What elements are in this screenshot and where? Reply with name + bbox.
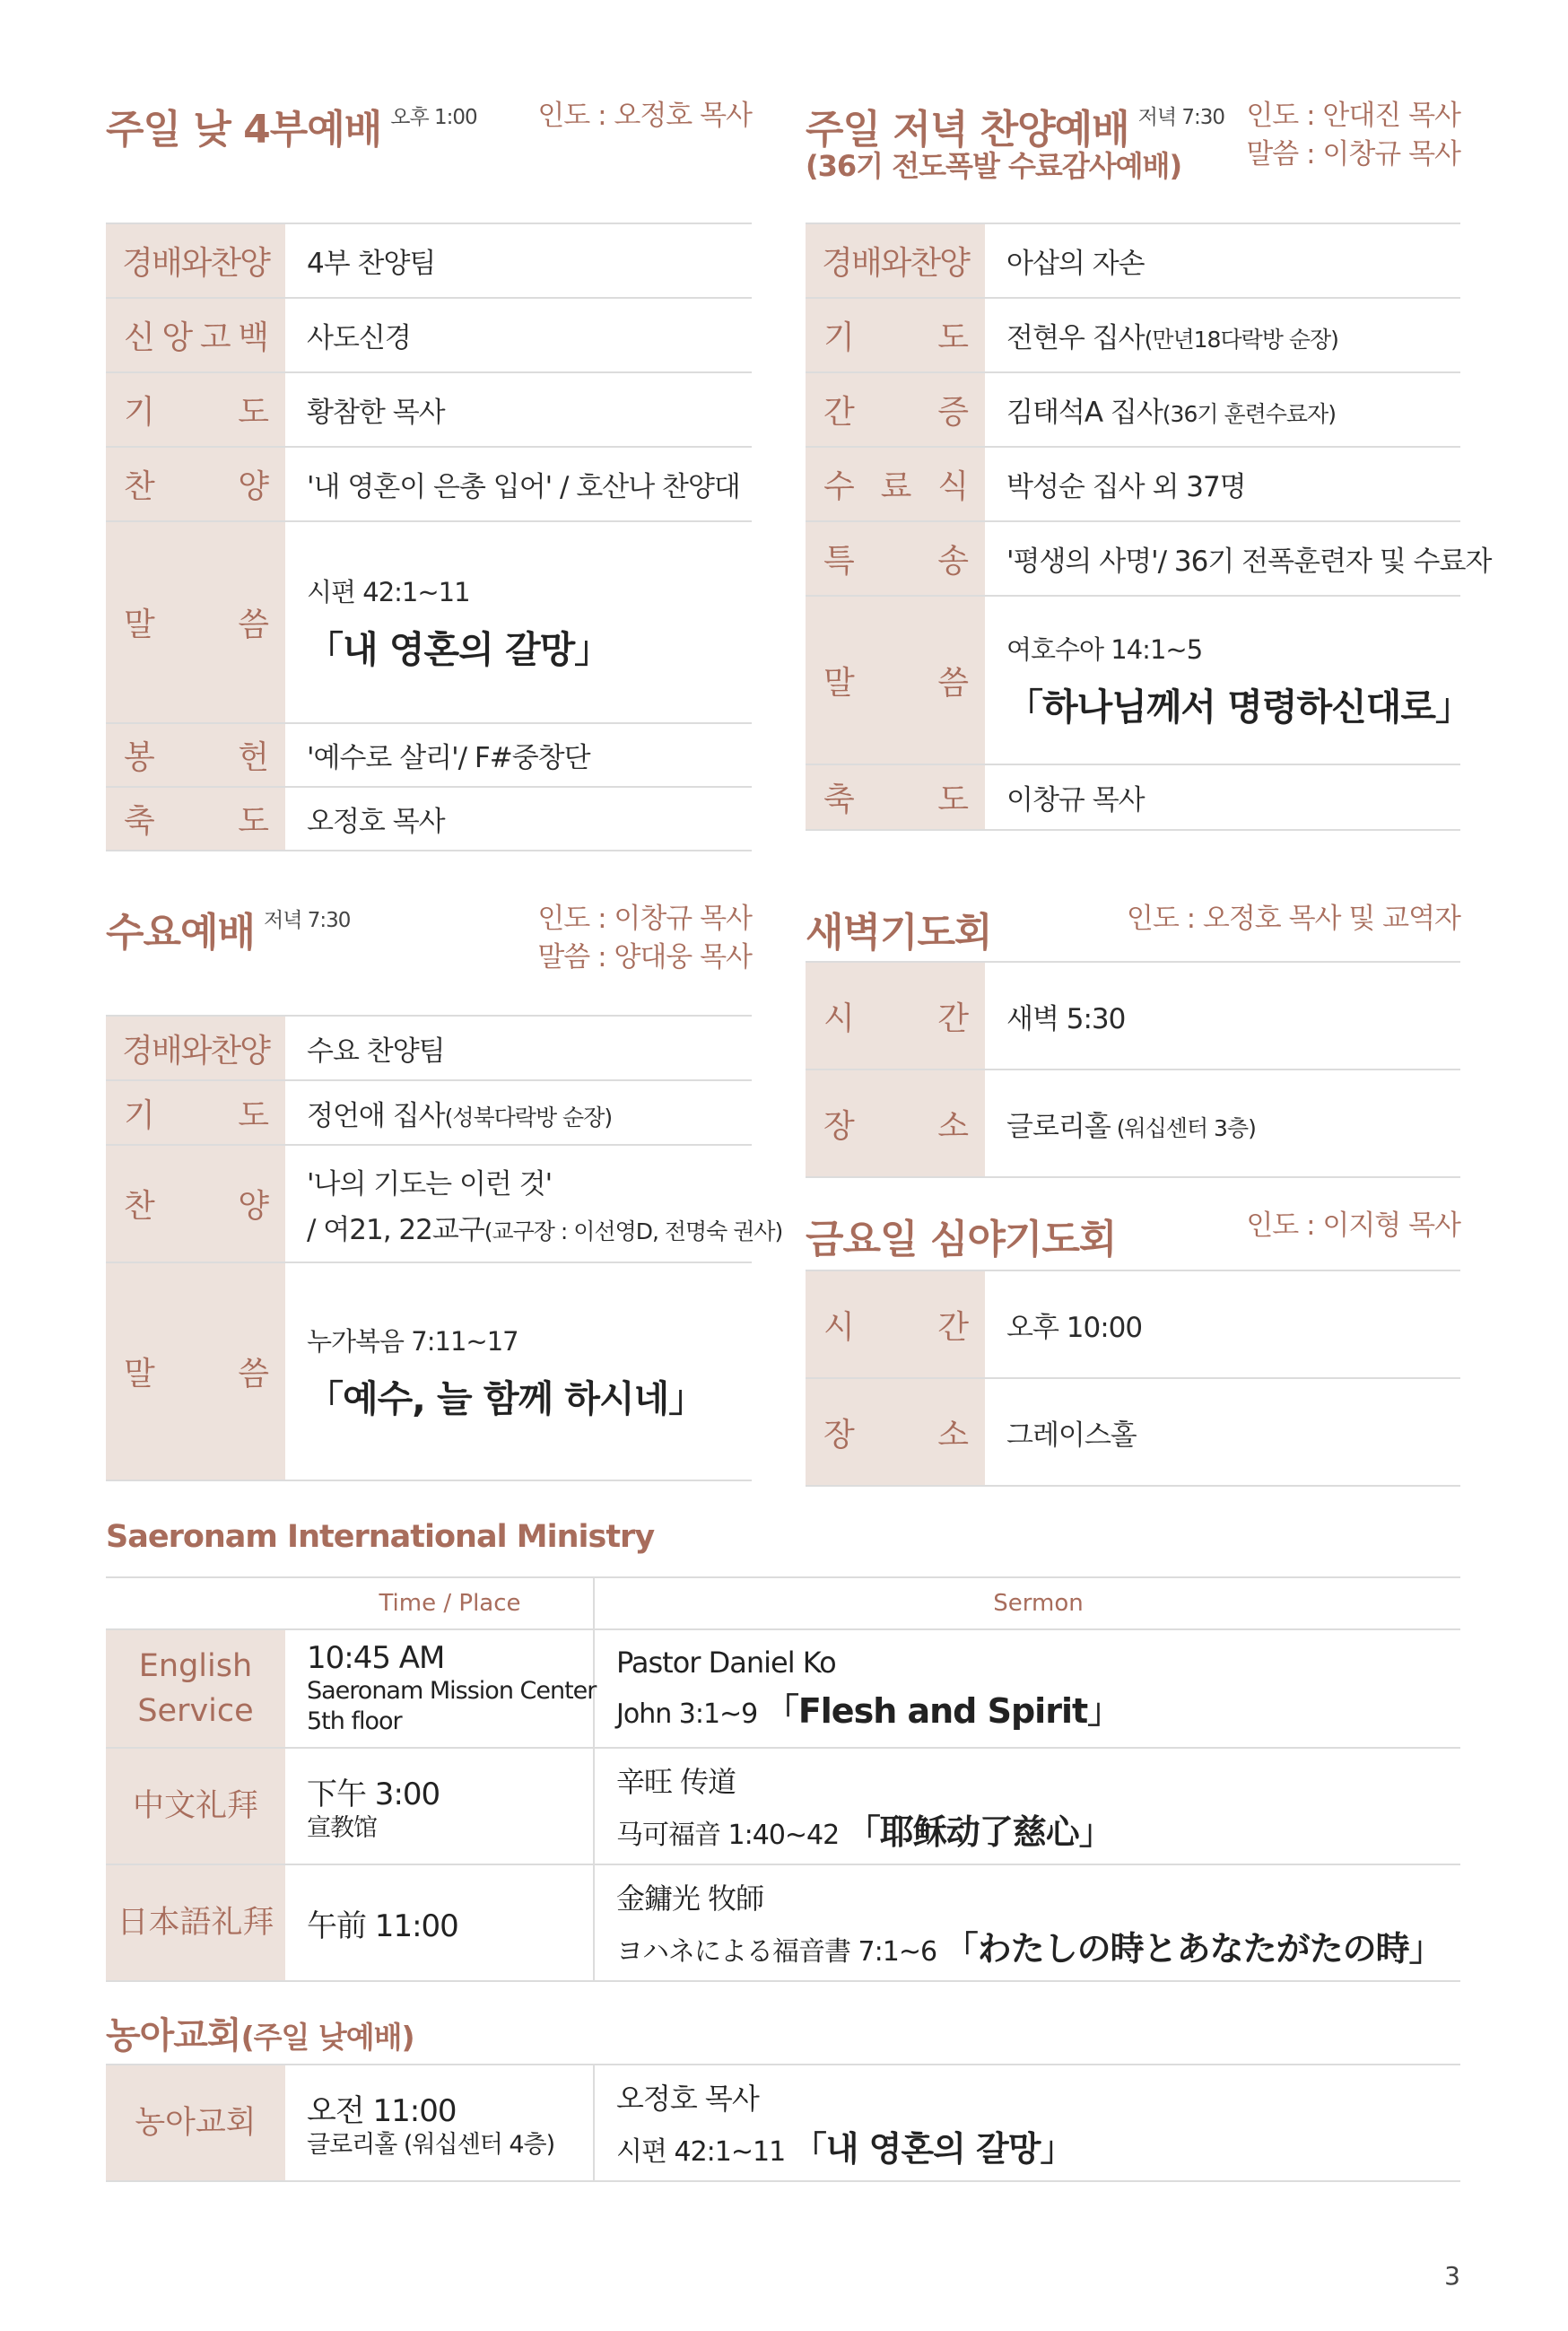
time-place-cell: [285, 2065, 595, 2180]
section-subtitle: (36기 전도폭발 수료감사예배): [806, 149, 1182, 183]
sermon-title: 「耶稣动了慈心」: [846, 1812, 1112, 1852]
value-text: 새벽 5:30: [1006, 1002, 1126, 1035]
label-char: 축: [823, 781, 855, 818]
leader-line: 인도 : 이창규 목사: [537, 903, 752, 935]
hymn-performers: / 여21, 22교구: [307, 1213, 484, 1246]
value-note: (성북다락방 순장): [444, 1104, 613, 1131]
title-text: 주일 저녁 찬양예배: [806, 107, 1129, 153]
title-text: 농아교회: [106, 2015, 241, 2056]
row-hymn: [106, 1146, 783, 1263]
service-place: 5th floor: [307, 1707, 402, 1735]
row-label: [106, 2065, 285, 2180]
preacher-line: 말씀 : 양대웅 목사: [537, 941, 752, 973]
order-of-service-table: [806, 223, 1492, 831]
label-char: 신: [124, 319, 155, 356]
row-sermon: [106, 522, 752, 724]
row-label: [106, 1081, 285, 1144]
label-char: 기: [124, 1096, 155, 1134]
leader-line: 인도 : 오정호 목사: [537, 100, 752, 132]
row-value: [985, 963, 1460, 1069]
scripture-reference: John 3:1~9: [616, 1698, 758, 1730]
sermon-title: 「예수, 늘 함께 하시네」: [307, 1376, 705, 1420]
row-label: [806, 1379, 985, 1485]
row-value: [285, 373, 752, 446]
label-char: 찬: [124, 1188, 155, 1225]
sermon-cell: [595, 1630, 1460, 1747]
service-time: 오후 1:00: [390, 106, 477, 129]
row-value: [285, 224, 752, 297]
leader-info: [1246, 1207, 1460, 1245]
time-place-cell: [285, 1749, 595, 1864]
label-line: Service: [137, 1693, 254, 1729]
row-value: [985, 448, 1460, 520]
label-char: 씀: [937, 664, 969, 702]
label-char: 양: [238, 468, 269, 505]
row-value: [985, 224, 1460, 297]
row-value: [285, 1146, 782, 1262]
leader-info: [1127, 900, 1460, 939]
section-title: 금요일 심야기도회: [806, 1217, 1117, 1262]
row-sermon: [806, 597, 1471, 765]
service-time: 오전 11:00: [307, 2092, 457, 2129]
time-place-cell: [285, 1865, 595, 1980]
label-char: 송: [937, 543, 969, 580]
row-value: [985, 1379, 1460, 1485]
hymn-title: '나의 기도는 이런 것': [307, 1167, 553, 1200]
label-char: 기: [124, 394, 155, 431]
value-text: 정언애 집사: [307, 1099, 445, 1132]
label-char: 증: [937, 394, 969, 431]
label-char: 기: [823, 319, 855, 356]
row-time: [806, 1271, 1460, 1379]
row-label: [106, 724, 285, 786]
header-time-place: Time / Place: [285, 1578, 595, 1628]
sermon-title: 「내 영혼의 갈망」: [792, 2128, 1074, 2169]
row-value: [985, 765, 1460, 829]
intl-ministry-table: [106, 1576, 1460, 1982]
row-worship: [806, 224, 1460, 299]
scripture-reference: 시편 42:1~11: [616, 2135, 786, 2168]
row-value: [285, 299, 752, 371]
scripture-reference: 马可福音 1:40~42: [616, 1819, 840, 1851]
label-char: 소: [937, 1416, 969, 1454]
service-time: 저녁 7:30: [1137, 106, 1225, 129]
label-char: 경배와찬양: [122, 1032, 269, 1069]
preacher: 辛旺 传道: [616, 1764, 736, 1799]
value-text: '내 영혼이 은총 입어' / 호산나 찬양대: [307, 471, 740, 503]
value-text: 그레이스홀: [1006, 1419, 1137, 1452]
value-text: 오후 10:00: [1006, 1311, 1143, 1344]
row-label: [106, 788, 285, 850]
hymn-note: (교구장 : 이선영D, 전명숙 권사): [483, 1218, 783, 1244]
time-place-cell: [285, 1630, 595, 1747]
order-of-service-table: [106, 223, 752, 851]
label-char: 도: [238, 803, 269, 840]
service-time: 下午 3:00: [307, 1776, 440, 1812]
row-graduation: [806, 448, 1460, 522]
scripture-reference: 여호수아 14:1~5: [1006, 634, 1203, 665]
label-char: 소: [937, 1107, 969, 1145]
row-value: [285, 788, 752, 850]
row-value: [285, 448, 752, 520]
value-text: 사도신경: [307, 322, 411, 354]
row-prayer: [106, 373, 752, 448]
row-special-song: [806, 522, 1492, 597]
label-char: 봉: [124, 739, 155, 776]
label-char: 식: [937, 468, 969, 505]
row-value: [985, 1271, 1460, 1377]
service-time: 午前 11:00: [307, 1908, 458, 1944]
service-place: 宣教馆: [307, 1813, 377, 1842]
label-char: 씀: [238, 607, 269, 643]
row-label: [106, 1630, 285, 1747]
row-label: [806, 963, 985, 1069]
row-label: [106, 522, 285, 722]
row-label: [106, 224, 285, 297]
preacher: 오정호 목사: [616, 2081, 759, 2116]
leader-info: [537, 900, 752, 977]
section-title: [106, 97, 477, 154]
label-char: 장: [823, 1107, 855, 1145]
label-char: 료: [880, 468, 912, 505]
sermon-cell: [595, 2065, 1460, 2180]
label-char: 고: [199, 319, 231, 356]
section-title: [106, 900, 350, 957]
row-value: [285, 724, 752, 786]
row-value: [985, 373, 1460, 446]
preacher: 金鏞光 牧師: [616, 1881, 764, 1916]
label-char: 수: [823, 468, 855, 505]
row-value: [285, 522, 752, 722]
value-text: 김태석A 집사: [1006, 397, 1163, 429]
value-text: 박성순 집사 외 37명: [1006, 471, 1246, 503]
sermon-title: 「하나님께서 명령하신대로」: [1006, 685, 1471, 729]
row-benediction: [806, 765, 1460, 831]
row-label: [106, 299, 285, 371]
row-sermon: [106, 1263, 752, 1481]
deaf-church-table: [106, 2064, 1460, 2182]
row-value: [985, 299, 1460, 371]
label-char: 헌: [238, 739, 269, 776]
row-value: [985, 522, 1491, 595]
row-worship: [106, 1017, 752, 1081]
row-place: [806, 1070, 1460, 1178]
row-label: [106, 1017, 285, 1079]
row-value: [285, 1263, 752, 1480]
row-prayer: [106, 1081, 752, 1146]
row-label: [806, 448, 985, 520]
title-note: (주일 낮예배): [240, 2020, 414, 2055]
leader-info: [537, 97, 752, 135]
value-note: (만년18다락방 순장): [1144, 327, 1338, 353]
label-char: 경배와찬양: [122, 245, 269, 282]
label-line: 농아교회: [135, 2105, 257, 2141]
row-testimony: [806, 373, 1460, 448]
scripture-reference: ヨハネによる福音書 7:1~6: [616, 1935, 937, 1968]
header-spacer: [106, 1578, 285, 1628]
order-of-service-table: [106, 1015, 783, 1481]
service-place: Saeronam Mission Center: [307, 1677, 597, 1705]
row-label: [806, 765, 985, 829]
value-text: 아삽의 자손: [1006, 248, 1145, 280]
value-note: (워십센터 3층): [1110, 1114, 1256, 1141]
scripture-reference: 누가복음 7:11~17: [307, 1325, 518, 1357]
sermon-title: 「내 영혼의 갈망」: [307, 627, 611, 671]
label-char: 백: [238, 319, 269, 356]
label-char: 축: [124, 803, 155, 840]
label-char: 씀: [238, 1356, 269, 1392]
leader-line: 인도 : 오정호 목사 및 교역자: [1126, 903, 1460, 935]
row-label: [106, 1865, 285, 1980]
row-place: [806, 1379, 1460, 1487]
label-line: 日本語礼拜: [117, 1905, 274, 1941]
row-hymn: [106, 448, 752, 522]
service-place: 글로리홀 (워십센터 4층): [307, 2130, 555, 2159]
label-char: 시: [823, 1308, 855, 1346]
row-prayer: [806, 299, 1460, 373]
scripture-reference: 시편 42:1~11: [307, 576, 470, 607]
sermon-title: 「わたしの時とあなたがたの時」: [944, 1928, 1442, 1969]
row-value: [985, 597, 1471, 764]
row-creed: [106, 299, 752, 373]
row-label: [806, 299, 985, 371]
value-text: 수요 찬양팀: [307, 1035, 445, 1068]
service-time: 저녁 7:30: [264, 909, 351, 932]
intl-ministry-title: Saeronam International Ministry: [106, 1519, 655, 1555]
preacher: Pastor Daniel Ko: [616, 1645, 836, 1680]
label-char: 말: [823, 664, 855, 702]
intl-row-chinese: [106, 1749, 1460, 1865]
row-label: [806, 597, 985, 764]
value-text: 전현우 집사: [1006, 322, 1145, 354]
label-char: 간: [937, 1000, 969, 1037]
service-time: 10:45 AM: [307, 1640, 445, 1676]
label-char: 말: [124, 1356, 155, 1392]
info-table: [806, 961, 1460, 1178]
value-text: 오정호 목사: [307, 806, 445, 838]
row-label: [806, 1271, 985, 1377]
info-table: [806, 1270, 1460, 1487]
value-text: 황참한 목사: [307, 397, 445, 429]
label-line: 中文礼拜: [132, 1788, 258, 1824]
sermon-cell: [595, 1865, 1460, 1980]
row-value: [285, 1081, 752, 1144]
label-char: 앙: [161, 319, 194, 356]
value-text: 4부 찬양팀: [307, 248, 436, 280]
title-text: 수요예배: [106, 910, 256, 956]
deaf-row: [106, 2065, 1460, 2182]
label-char: 도: [238, 394, 269, 431]
label-char: 도: [937, 319, 969, 356]
sermon-cell: [595, 1749, 1460, 1864]
page-number: 3: [1444, 2261, 1460, 2291]
section-title: 새벽기도회: [806, 910, 992, 956]
value-text: '평생의 사명'/ 36기 전폭훈련자 및 수료자: [1006, 546, 1492, 578]
value-note: (36기 훈련수료자): [1162, 401, 1336, 427]
label-char: 간: [937, 1308, 969, 1346]
title-text: 주일 낮 4부예배: [106, 107, 382, 153]
row-label: [806, 1070, 985, 1176]
intl-header-row: [106, 1578, 1460, 1630]
label-char: 말: [124, 607, 155, 643]
label-char: 시: [823, 1000, 855, 1037]
label-line: English: [138, 1648, 253, 1684]
leader-line: 인도 : 이지형 목사: [1246, 1209, 1460, 1242]
sermon-title: 「Flesh and Spirit」: [764, 1690, 1121, 1731]
preacher-line: 말씀 : 이창규 목사: [1246, 138, 1460, 170]
intl-row-japanese: [106, 1865, 1460, 1982]
header-sermon: Sermon: [993, 1590, 1084, 1617]
row-label: [106, 1146, 285, 1262]
label-char: 장: [823, 1416, 855, 1454]
label-char: 도: [238, 1096, 269, 1134]
label-char: 양: [238, 1188, 269, 1225]
row-label: [806, 522, 985, 595]
row-label: [106, 373, 285, 446]
label-char: 특: [823, 543, 855, 580]
label-char: 경배와찬양: [822, 245, 969, 282]
label-char: 찬: [124, 468, 155, 505]
row-label: [806, 373, 985, 446]
intl-row-english: [106, 1630, 1460, 1749]
row-worship: [106, 224, 752, 299]
leader-info: [1246, 97, 1460, 174]
leader-line: 인도 : 안대진 목사: [1246, 100, 1460, 132]
row-time: [806, 963, 1460, 1070]
row-offering: [106, 724, 752, 788]
row-label: [106, 448, 285, 520]
row-label: [106, 1749, 285, 1864]
row-label: [106, 1263, 285, 1480]
value-text: 이창규 목사: [1006, 784, 1145, 816]
row-benediction: [106, 788, 752, 851]
value-text: 글로리홀: [1006, 1110, 1111, 1143]
row-value: [285, 1017, 752, 1079]
label-char: 도: [937, 781, 969, 818]
label-char: 간: [823, 394, 855, 431]
value-text: '예수로 살리'/ F#중창단: [307, 742, 590, 774]
row-label: [806, 224, 985, 297]
row-value: [985, 1070, 1460, 1176]
deaf-church-title: [106, 2007, 414, 2058]
